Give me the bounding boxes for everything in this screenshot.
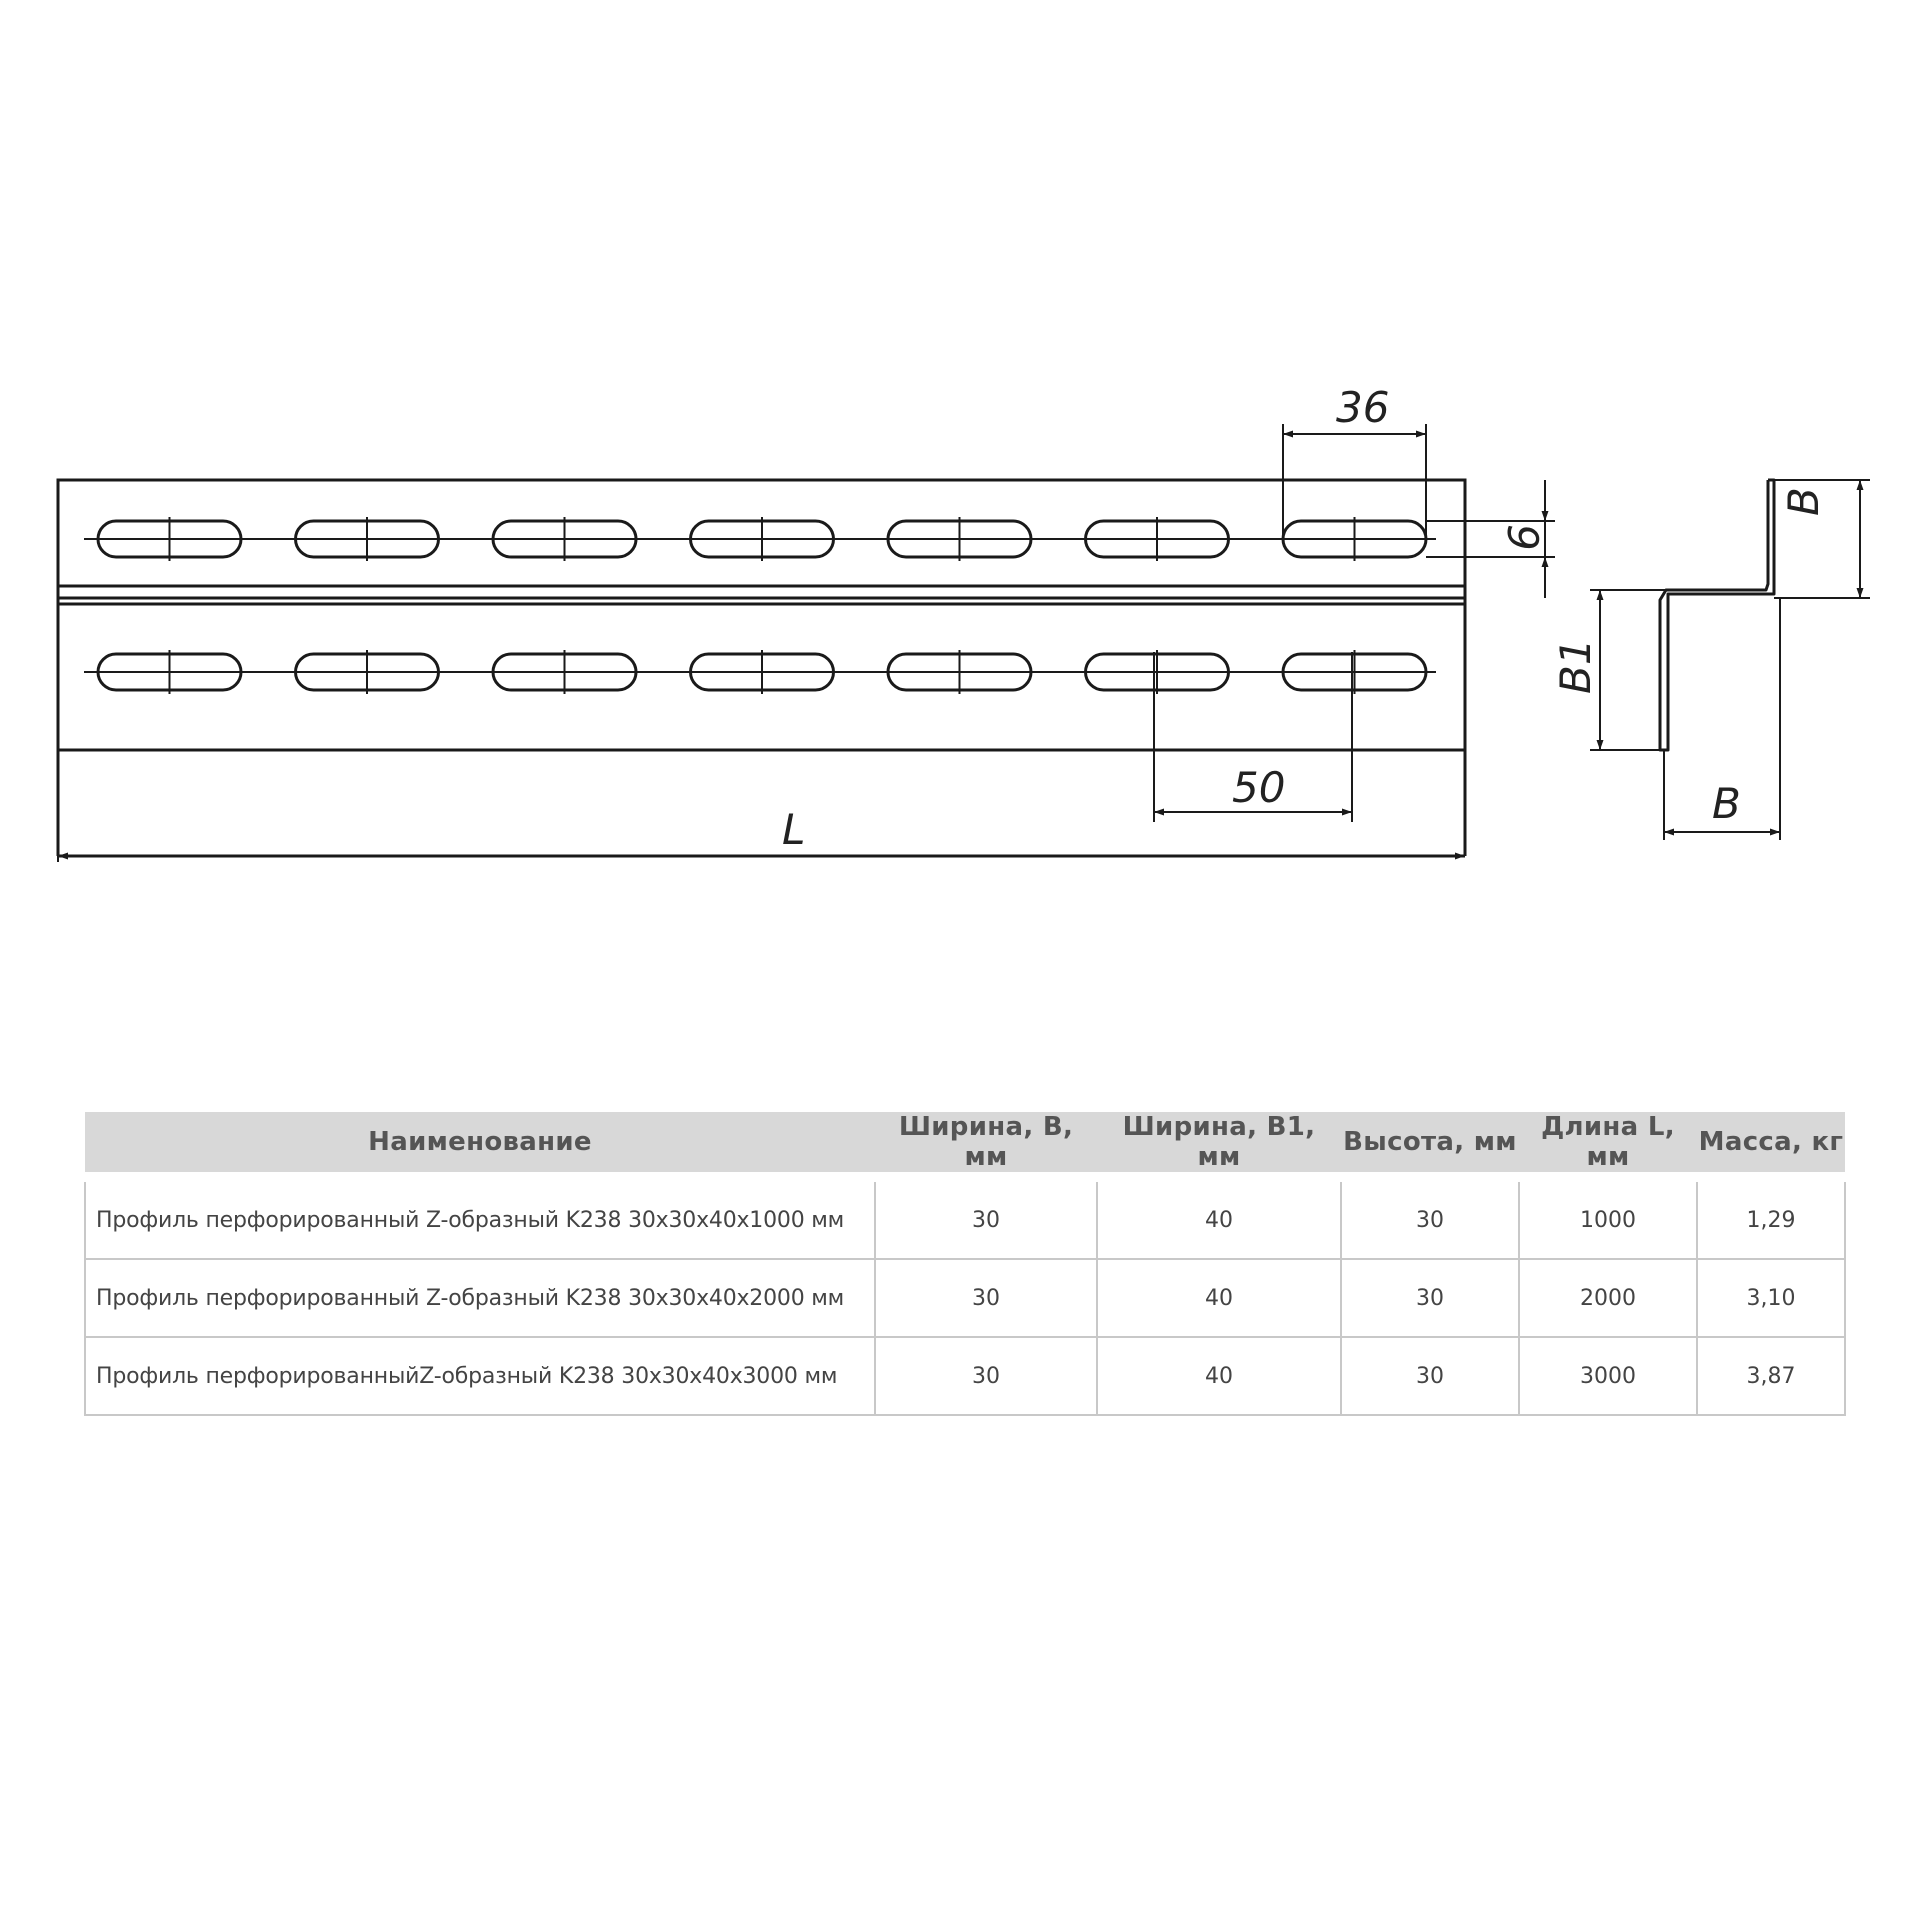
table-row xyxy=(85,1337,1845,1415)
cell-width-b1: 40 xyxy=(1097,1337,1341,1415)
table-row xyxy=(85,1259,1845,1337)
dim-label-length: L xyxy=(782,805,806,854)
cell-length: 2000 xyxy=(1519,1259,1697,1337)
dim-label-web: B1 xyxy=(1551,638,1600,694)
header-name: Наименование xyxy=(85,1112,875,1177)
cell-width-b1: 40 xyxy=(1097,1259,1341,1337)
header-width-b1: Ширина, В1, мм xyxy=(1097,1112,1341,1177)
cell-name: Профиль перфорированный Z-образный K238 30x30x40x2000 мм xyxy=(85,1259,875,1337)
dim-label-flange-bottom: B xyxy=(1712,779,1741,828)
dim-web xyxy=(1590,590,1666,750)
header-mass: Масса, кг xyxy=(1697,1112,1845,1177)
header-height: Высота, мм xyxy=(1341,1112,1519,1177)
dim-length xyxy=(58,856,1465,862)
z-profile-section xyxy=(1660,480,1774,750)
table-row xyxy=(85,1177,1845,1259)
table-header-row xyxy=(85,1112,1845,1177)
cell-length: 3000 xyxy=(1519,1337,1697,1415)
cell-name: Профиль перфорированный Z-образный K238 30x30x40x1000 мм xyxy=(85,1177,875,1259)
cell-height: 30 xyxy=(1341,1259,1519,1337)
cell-height: 30 xyxy=(1341,1337,1519,1415)
cell-width-b: 30 xyxy=(875,1337,1097,1415)
dim-label-flange-top: B xyxy=(1779,487,1828,516)
cell-width-b: 30 xyxy=(875,1259,1097,1337)
cell-mass: 3,10 xyxy=(1697,1259,1845,1337)
cell-name: Профиль перфорированныйZ-образный K238 30x30x40x3000 мм xyxy=(85,1337,875,1415)
header-length: Длина L, мм xyxy=(1519,1112,1697,1177)
cell-mass: 1,29 xyxy=(1697,1177,1845,1259)
cell-mass: 3,87 xyxy=(1697,1337,1845,1415)
spec-table xyxy=(84,1112,1846,1416)
dim-label-slot-length: 36 xyxy=(1336,383,1390,432)
cell-height: 30 xyxy=(1341,1177,1519,1259)
cell-width-b1: 40 xyxy=(1097,1177,1341,1259)
profile-side-view xyxy=(1660,480,1774,750)
dim-label-slot-pitch: 50 xyxy=(1232,763,1286,812)
header-width-b: Ширина, В, мм xyxy=(875,1112,1097,1177)
cell-length: 1000 xyxy=(1519,1177,1697,1259)
cell-width-b: 30 xyxy=(875,1177,1097,1259)
dim-label-slot-width: 9 xyxy=(1498,524,1547,551)
